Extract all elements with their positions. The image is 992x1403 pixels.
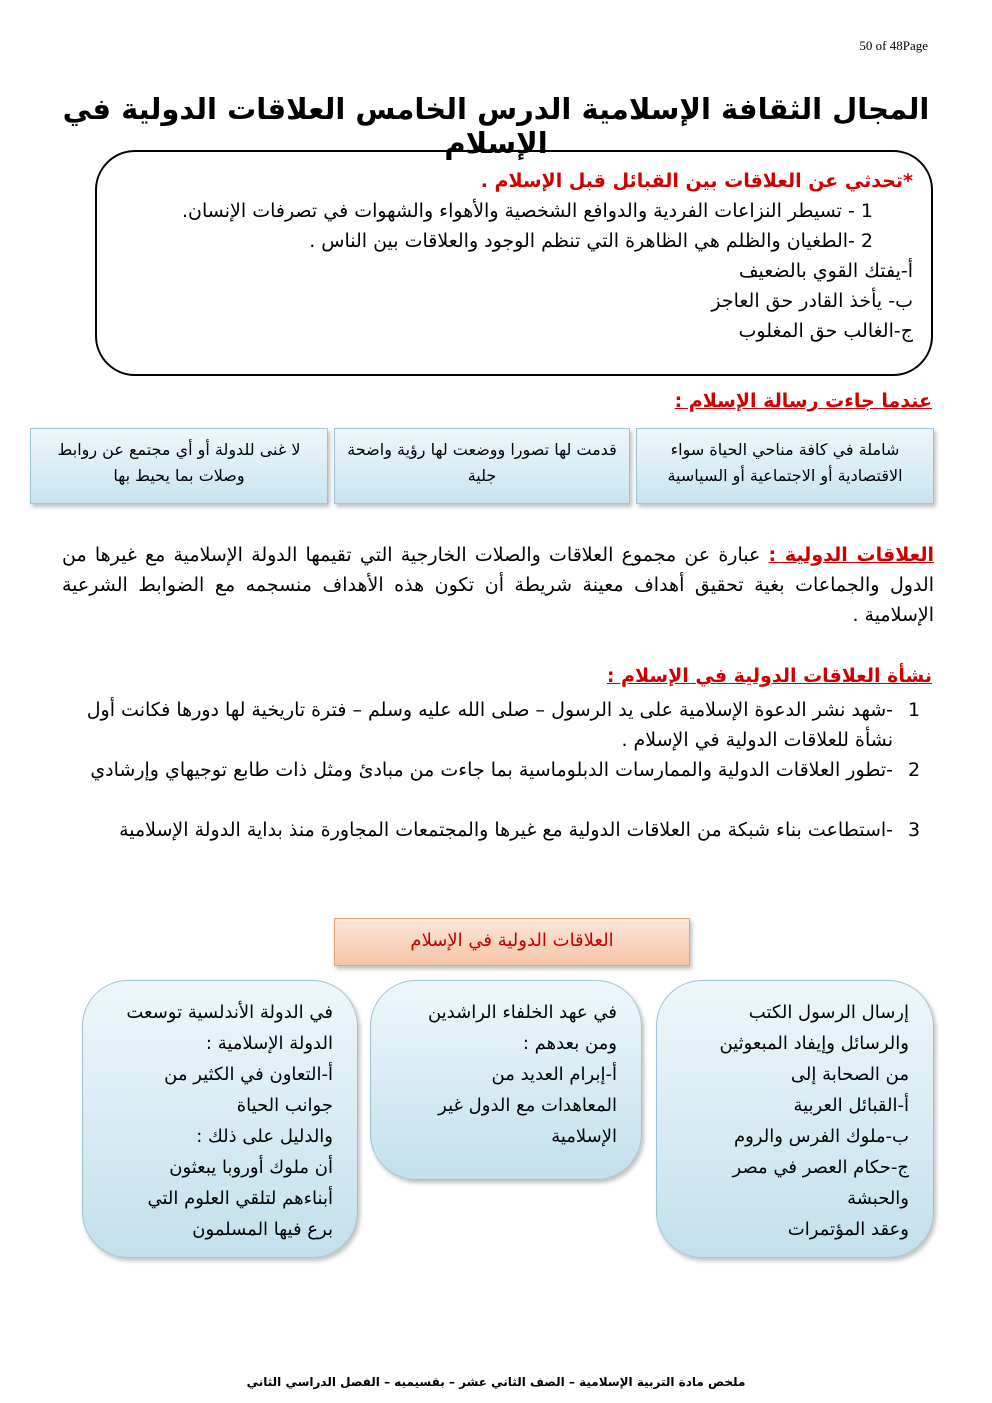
page-number: 50 of 48Page (859, 38, 928, 53)
cloud-line: في عهد الخلفاء الراشدين (427, 1002, 617, 1023)
cloud-line: أن ملوك أوروبا يبعثون (169, 1157, 333, 1178)
cloud-line: من الصحابة إلى (790, 1064, 909, 1085)
cloud-line: وعقد المؤتمرات (787, 1219, 909, 1240)
cloud-line: والرسائل وإيفاد المبعوثين (719, 1033, 909, 1054)
page-title: المجال الثقافة الإسلامية الدرس الخامس العلاقات الدولية في الإسلام (62, 92, 930, 160)
intro-box (95, 150, 933, 376)
cloud-line: جوانب الحياة (236, 1095, 333, 1116)
footer: ملخص مادة التربية الإسلامية – الصف الثاني عشر – بقسيميه – الفصل الدراسي الثاني (246, 1375, 746, 1389)
diagram-cloud-3 (82, 980, 358, 1258)
intro-line-4: ب- يأخذ القادر حق العاجز (711, 290, 913, 312)
origin-item-1 (55, 695, 935, 755)
origin-item-2 (55, 755, 935, 785)
diagram-center-label: العلاقات الدولية في الإسلام (334, 918, 690, 966)
origin-item-text: -استطاعت بناء شبكة من العلاقات الدولية مع غيرها والمجتمعات المجاورة منذ بداية الدولة الإسلامية (119, 819, 893, 841)
message-heading: عندما جاءت رسالة الإسلام : (674, 390, 932, 412)
definition-text: عبارة عن مجموع العلاقات والصلات الخارجية التي تقيمها الدولة الإسلامية مع غيرها من الدول والجماعات بغية تحقيق أهداف معينة شريطة أن تكون هذه الأهداف منسجمه مع الضوابط الشرعية الإسلامية . (62, 544, 934, 626)
cloud-line: أ-القبائل العربية (793, 1095, 909, 1116)
cloud-line: إرسال الرسول الكتب (748, 1002, 909, 1023)
intro-line-2: 2 -الطغيان والظلم هي الظاهرة التي تنظم الوجود والعلاقات بين الناس . (309, 230, 873, 252)
cloud-line: أبناءهم لتلقي العلوم التي (147, 1188, 333, 1209)
intro-line-5: ج-الغالب حق المغلوب (738, 320, 913, 342)
cloud-line: برع فيها المسلمون (192, 1219, 333, 1240)
cloud-line: أ-التعاون في الكثير من (164, 1064, 333, 1085)
diagram-cloud-2 (370, 980, 642, 1180)
cloud-line: الدولة الإسلامية : (205, 1033, 333, 1054)
cloud-line: أ-إبرام العديد من (491, 1064, 617, 1085)
origin-item-text: -شهد نشر الدعوة الإسلامية على يد الرسول – صلى الله عليه وسلم – فترة تاريخية لها دورها فكانت أول نشأة للعلاقات الدولية في الإسلام . (86, 699, 893, 751)
origin-item-number: 2 (907, 759, 921, 781)
origin-item-number: 1 (907, 699, 921, 721)
cloud-line: ب-ملوك الفرس والروم (733, 1126, 909, 1147)
message-box-2: قدمت لها تصورا ووضعت لها رؤية واضحة جلية (334, 428, 630, 504)
cloud-line: والدليل على ذلك : (196, 1126, 333, 1147)
origin-heading: نشأة العلاقات الدولية في الإسلام : (606, 665, 932, 687)
origin-item-number: 3 (907, 819, 921, 841)
cloud-line: الإسلامية (551, 1126, 617, 1147)
intro-line-1: 1 - تسيطر النزاعات الفردية والدوافع الشخصية والأهواء والشهوات في تصرفات الإنسان. (182, 200, 873, 222)
message-box-3: لا غنى للدولة أو أي مجتمع عن روابط وصلات بما يحيط بها (30, 428, 328, 504)
intro-heading: *تحدثي عن العلاقات بين القبائل قبل الإسلام . (480, 170, 913, 192)
definition-paragraph (62, 540, 934, 630)
cloud-line: ج-حكام العصر في مصر (732, 1157, 909, 1178)
message-box-1: شاملة في كافة مناحي الحياة سواء الاقتصادية أو الاجتماعية أو السياسية (636, 428, 934, 504)
origin-item-3 (55, 815, 935, 845)
diagram-cloud-1 (656, 980, 934, 1258)
cloud-line: والحبشة (847, 1188, 909, 1209)
definition-term: العلاقات الدولية : (768, 544, 934, 566)
cloud-line: في الدولة الأندلسية توسعت (126, 1002, 333, 1023)
origin-item-text: -تطور العلاقات الدولية والممارسات الدبلوماسية بما جاءت من مبادئ ومثل ذات طابع توجيهاي وإرشادي (90, 759, 893, 781)
intro-line-3: أ-يفتك القوي بالضعيف (738, 260, 913, 282)
cloud-line: ومن بعدهم : (522, 1033, 617, 1054)
cloud-line: المعاهدات مع الدول غير (438, 1095, 617, 1116)
